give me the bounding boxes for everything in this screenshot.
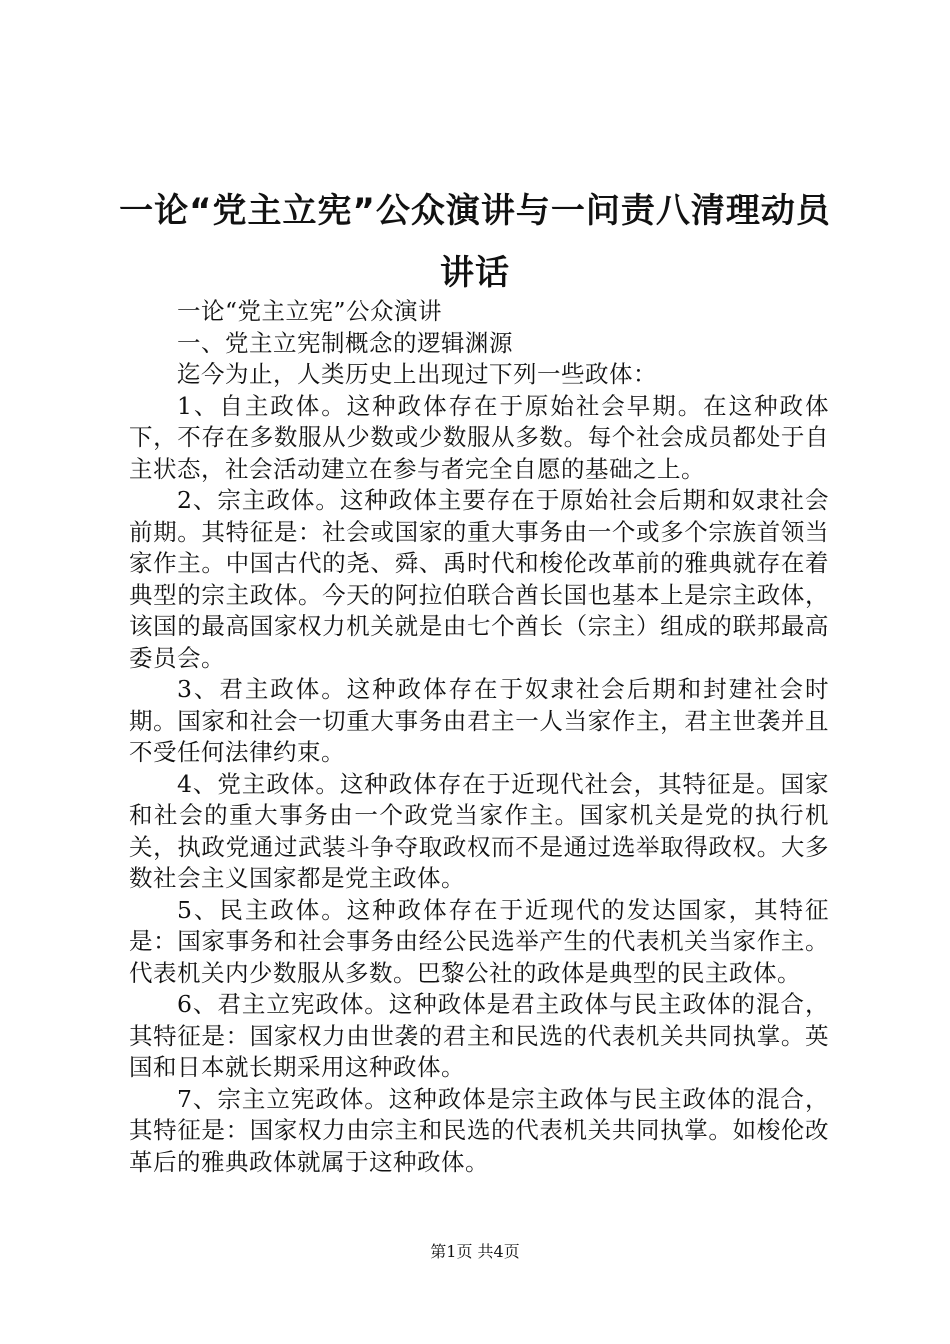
paragraph-speech-title: 一论“党主立宪”公众演讲 [177, 297, 443, 325]
paragraph-intro: 迄今为止，人类历史上出现过下列一些政体： [177, 360, 657, 388]
paragraph-party-polity: 4、党主政体。这种政体存在于近现代社会，其特征是。国家和社会的重大事务由一个政党当家作主。国家机关是党的执行机关，执政党通过武装斗争夺取政权而不是通过选举取得政权。大多数社会主义国家都是党主政体。 [129, 769, 829, 892]
paragraph-constitutional-clan-polity: 7、宗主立宪政体。这种政体是宗主政体与民主政体的混合，其特征是：国家权力由宗主和民选的代表机关共同执掌。如梭伦改革后的雅典政体就属于这种政体。 [129, 1084, 829, 1176]
paragraph-clan-polity: 2、宗主政体。这种政体主要存在于原始社会后期和奴隶社会前期。其特征是：社会或国家的重大事务由一个或多个宗族首领当家作主。中国古代的尧、舜、禹时代和梭伦改革前的雅典就存在着典型的宗主政体。今天的阿拉伯联合酋长国也基本上是宗主政体，该国的最高国家权力机关就是由七个酋长（宗主）组成的联邦最高委员会。 [129, 486, 829, 672]
paragraph-monarchy: 3、君主政体。这种政体存在于奴隶社会后期和封建社会时期。国家和社会一切重大事务由君主一人当家作主，君主世袭并且不受任何法律约束。 [129, 675, 829, 766]
document-body [129, 296, 829, 1178]
document-title: 一论“党主立宪”公众演讲与一问责八清理动员讲话 [119, 191, 831, 293]
paragraph-autonomous-polity: 1、自主政体。这种政体存在于原始社会早期。在这种政体下，不存在多数服从少数或少数服从多数。每个社会成员都处于自主状态，社会活动建立在参与者完全自愿的基础之上。 [129, 391, 829, 483]
paragraph-section-heading: 一、党主立宪制概念的逻辑渊源 [177, 328, 513, 357]
page-footer: 第1页 共4页 [430, 1242, 520, 1261]
paragraph-democracy: 5、民主政体。这种政体存在于近现代的发达国家，其特征是：国家事务和社会事务由经公民选举产生的代表机关当家作主。代表机关内少数服从多数。巴黎公社的政体是典型的民主政体。 [129, 895, 829, 987]
paragraph-constitutional-monarchy: 6、君主立宪政体。这种政体是君主政体与民主政体的混合，其特征是：国家权力由世袭的君主和民选的代表机关共同执掌。英国和日本就长期采用这种政体。 [129, 990, 829, 1081]
